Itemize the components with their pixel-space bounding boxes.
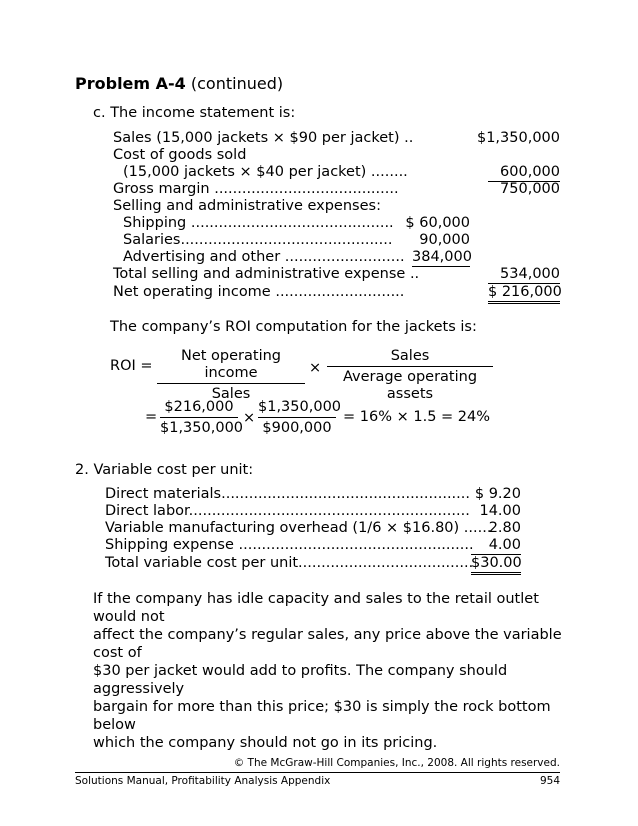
variable-row-overhead-label: Variable manufacturing overhead (1/6 × $16.80) ...... xyxy=(105,520,492,536)
income-row-cogs-value: 600,000 xyxy=(488,164,560,182)
problem-continued: (continued) xyxy=(185,74,284,93)
income-row-sales-label: Sales (15,000 jackets × $90 per jacket) .. xyxy=(113,130,414,146)
roi-times-1: × xyxy=(309,360,322,376)
footer-copyright: © The McGraw-Hill Companies, Inc., 2008. All rights reserved. xyxy=(233,757,560,769)
roi-fraction-noi-over-sales xyxy=(157,348,305,403)
conclusion-paragraph xyxy=(93,590,568,752)
variable-row-labor-value: 14.00 xyxy=(479,503,521,519)
roi-intro: The company’s ROI computation for the jackets is: xyxy=(110,319,477,335)
roi-frac4-denominator: $900,000 xyxy=(262,420,332,436)
footer-divider xyxy=(75,772,560,773)
paragraph-line-3: $30 per jacket would add to profits. The company should aggressively xyxy=(93,663,508,697)
paragraph-line-1: If the company has idle capacity and sales to the retail outlet would not xyxy=(93,591,539,625)
roi-frac2-numerator: Sales xyxy=(327,348,493,367)
income-row-advertising-label: Advertising and other .......................... xyxy=(123,249,405,265)
income-row-sga-heading: Selling and administrative expenses: xyxy=(113,198,381,214)
variable-row-shipping-value: 4.00 xyxy=(471,537,521,555)
income-statement-intro: c. The income statement is: xyxy=(93,105,296,121)
income-row-salaries-value: 90,000 xyxy=(419,232,470,248)
variable-row-total-value: $30.00 xyxy=(471,555,521,575)
roi-label: ROI = xyxy=(110,358,153,374)
variable-row-overhead-value: 2.80 xyxy=(488,520,521,536)
income-row-gross-margin-label: Gross margin ........................................ xyxy=(113,181,399,197)
roi-fraction-sales-over-assets xyxy=(327,348,493,403)
roi-fraction-216000-over-1350000 xyxy=(160,399,244,437)
roi-frac3-denominator: $1,350,000 xyxy=(160,420,244,436)
income-row-noi-value: $ 216,000 xyxy=(488,284,560,304)
footer-manual-title: Solutions Manual, Profitability Analysis Appendix xyxy=(75,775,331,787)
problem-label: Problem A-4 xyxy=(75,74,186,93)
roi-times-2: × xyxy=(243,410,256,426)
paragraph-line-5: which the company should not go in its pricing. xyxy=(93,735,438,751)
paragraph-line-4: bargain for more than this price; $30 is simply the rock bottom below xyxy=(93,699,551,733)
variable-cost-heading: 2. Variable cost per unit: xyxy=(75,462,254,478)
variable-row-shipping-label: Shipping expense ................................................... xyxy=(105,537,474,553)
income-row-cogs-detail-label: (15,000 jackets × $40 per jacket) ........ xyxy=(123,164,408,180)
income-row-salaries-label: Salaries.............................................. xyxy=(123,232,393,248)
roi-frac2-denominator: Average operating assets xyxy=(342,369,478,402)
income-row-advertising-value: 384,000 xyxy=(412,249,472,265)
variable-row-total-label: Total variable cost per unit...................................... xyxy=(105,555,474,571)
variable-row-materials-value: $ 9.20 xyxy=(474,486,521,502)
roi-equals: = xyxy=(145,409,158,425)
income-row-gross-margin-value: 750,000 xyxy=(500,181,560,197)
variable-row-materials-label: Direct materials...................................................... xyxy=(105,486,470,502)
problem-title xyxy=(75,74,283,93)
variable-row-labor-label: Direct labor............................................................. xyxy=(105,503,470,519)
roi-result: = 16% × 1.5 = 24% xyxy=(343,409,491,425)
footer-page-number: 954 xyxy=(539,775,560,787)
roi-frac4-numerator: $1,350,000 xyxy=(258,399,336,418)
income-row-shipping-label: Shipping ............................................ xyxy=(123,215,394,231)
roi-frac1-numerator: Net operating income xyxy=(157,348,305,384)
paragraph-line-2: affect the company’s regular sales, any price above the variable cost of xyxy=(93,627,562,661)
income-row-shipping-value: $ 60,000 xyxy=(405,215,470,231)
income-row-total-sga-label: Total selling and administrative expense .. xyxy=(113,266,420,282)
roi-frac3-numerator: $216,000 xyxy=(160,399,238,418)
income-row-noi-label: Net operating income ............................ xyxy=(113,284,405,300)
roi-frac1-denominator: Sales xyxy=(211,386,251,402)
income-row-total-sga-value: 534,000 xyxy=(488,266,560,284)
income-row-sales-value: $1,350,000 xyxy=(476,130,560,146)
income-row-cogs-label: Cost of goods sold xyxy=(113,147,247,163)
roi-fraction-1350000-over-900000 xyxy=(258,399,342,437)
